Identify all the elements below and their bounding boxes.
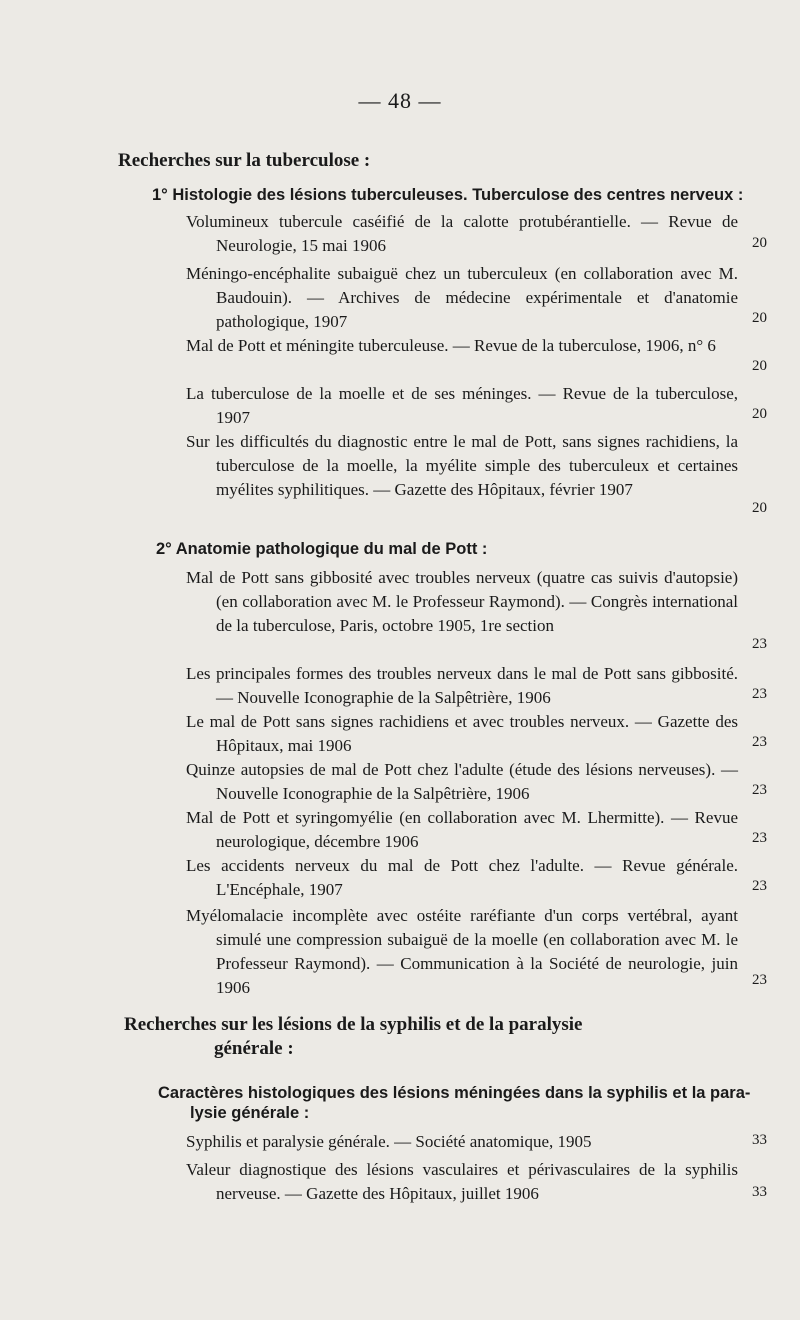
entry-text: Le mal de Pott sans signes rachidiens et avec troubles nerveux. — Gazette des Hôpitaux, mai 1906 [186,712,738,755]
entry-page: 23 [752,686,767,702]
bibliography-entry [186,262,738,334]
entry-text: Mal de Pott et syringomyélie (en collaboration avec M. Lhermitte). — Revue neurologique, décembre 1906 [186,808,738,851]
subheading-histologie: 1° Histologie des lésions tuberculeuses. Tuberculose des centres nerveux : [152,186,744,204]
subheading-caracteres: Caractères histologiques des lésions méningées dans la syphilis et la para- [158,1084,751,1102]
entry-page: 20 [752,235,767,251]
section-heading-tuberculose: Recherches sur la tuberculose : [118,150,371,171]
section-heading-syphilis: Recherches sur les lésions de la syphilis et de la paralysie [124,1014,583,1035]
entry-text: Volumineux tubercule caséifié de la calotte protubérantielle. — Revue de Neurologie, 15 mai 1906 [186,212,738,255]
entry-text: Les principales formes des troubles nerveux dans le mal de Pott sans gibbosité. — Nouvelle Iconographie de la Salpêtrière, 1906 [186,664,738,707]
bibliography-entry [186,758,738,806]
entry-page: 23 [752,878,767,894]
entry-page: 23 [752,972,767,988]
entry-text: Méningo-encéphalite subaiguë chez un tuberculeux (en collaboration avec M. Baudouin). — Archives de médecine expérimentale et d'anatomie pathologique, 1907 [186,264,738,331]
bibliography-entry [186,430,738,502]
subheading-anatomie: 2° Anatomie pathologique du mal de Pott : [156,540,488,558]
bibliography-entry [186,566,738,638]
bibliography-entry [186,1130,738,1154]
entry-text: Syphilis et paralysie générale. — Société anatomique, 1905 [186,1132,592,1151]
entry-text: Valeur diagnostique des lésions vasculaires et périvasculaires de la syphilis nerveuse. — Gazette des Hôpitaux, juillet 1906 [186,1160,738,1203]
entry-page: 23 [752,782,767,798]
entry-page: 23 [752,636,767,652]
entry-page: 33 [752,1132,767,1148]
entry-text: Mal de Pott sans gibbosité avec troubles nerveux (quatre cas suivis d'autopsie) (en collaboration avec M. le Professeur Raymond). — Congrès international de la tuberculose, Paris, octobre 1905, 1re section [186,568,738,635]
bibliography-entry [186,806,738,854]
entry-text: Sur les difficultés du diagnostic entre le mal de Pott, sans signes rachidiens, la tuberculose de la moelle, la myélite simple des tuberculeux et certaines myélites syphilitiques. — Gazette des Hôpitaux, février 1907 [186,432,738,499]
subheading-caracteres-cont: lysie générale : [190,1104,310,1122]
bibliography-entry [186,1158,738,1206]
bibliography-entry [186,382,738,430]
entry-text: Les accidents nerveux du mal de Pott chez l'adulte. — Revue générale. L'Encéphale, 1907 [186,856,738,899]
bibliography-entry [186,210,738,258]
entry-text: La tuberculose de la moelle et de ses méninges. — Revue de la tuberculose, 1907 [186,384,738,427]
entry-text: Myélomalacie incomplète avec ostéite raréfiante d'un corps vertébral, ayant simulé une compression subaiguë de la moelle (en collaboration avec M. le Professeur Raymond). — Communication à la Société de neurologie, juin 1906 [186,906,738,997]
entry-page: 20 [752,310,767,326]
bibliography-entry [186,904,738,1000]
section-heading-syphilis-cont: générale : [214,1038,294,1059]
entry-text: Quinze autopsies de mal de Pott chez l'adulte (étude des lésions nerveuses). — Nouvelle Iconographie de la Salpêtrière, 1906 [186,760,738,803]
bibliography-entry [186,854,738,902]
bibliography-entry [186,334,738,358]
entry-text: Mal de Pott et méningite tuberculeuse. — Revue de la tuberculose, 1906, n° 6 [186,336,716,355]
entry-page: 20 [752,358,767,374]
entry-page: 33 [752,1184,767,1200]
entry-page: 20 [752,406,767,422]
entry-page: 23 [752,830,767,846]
entry-page: 23 [752,734,767,750]
page-number: — 48 — [358,88,442,113]
bibliography-entry [186,662,738,710]
bibliography-entry [186,710,738,758]
entry-page: 20 [752,500,767,516]
